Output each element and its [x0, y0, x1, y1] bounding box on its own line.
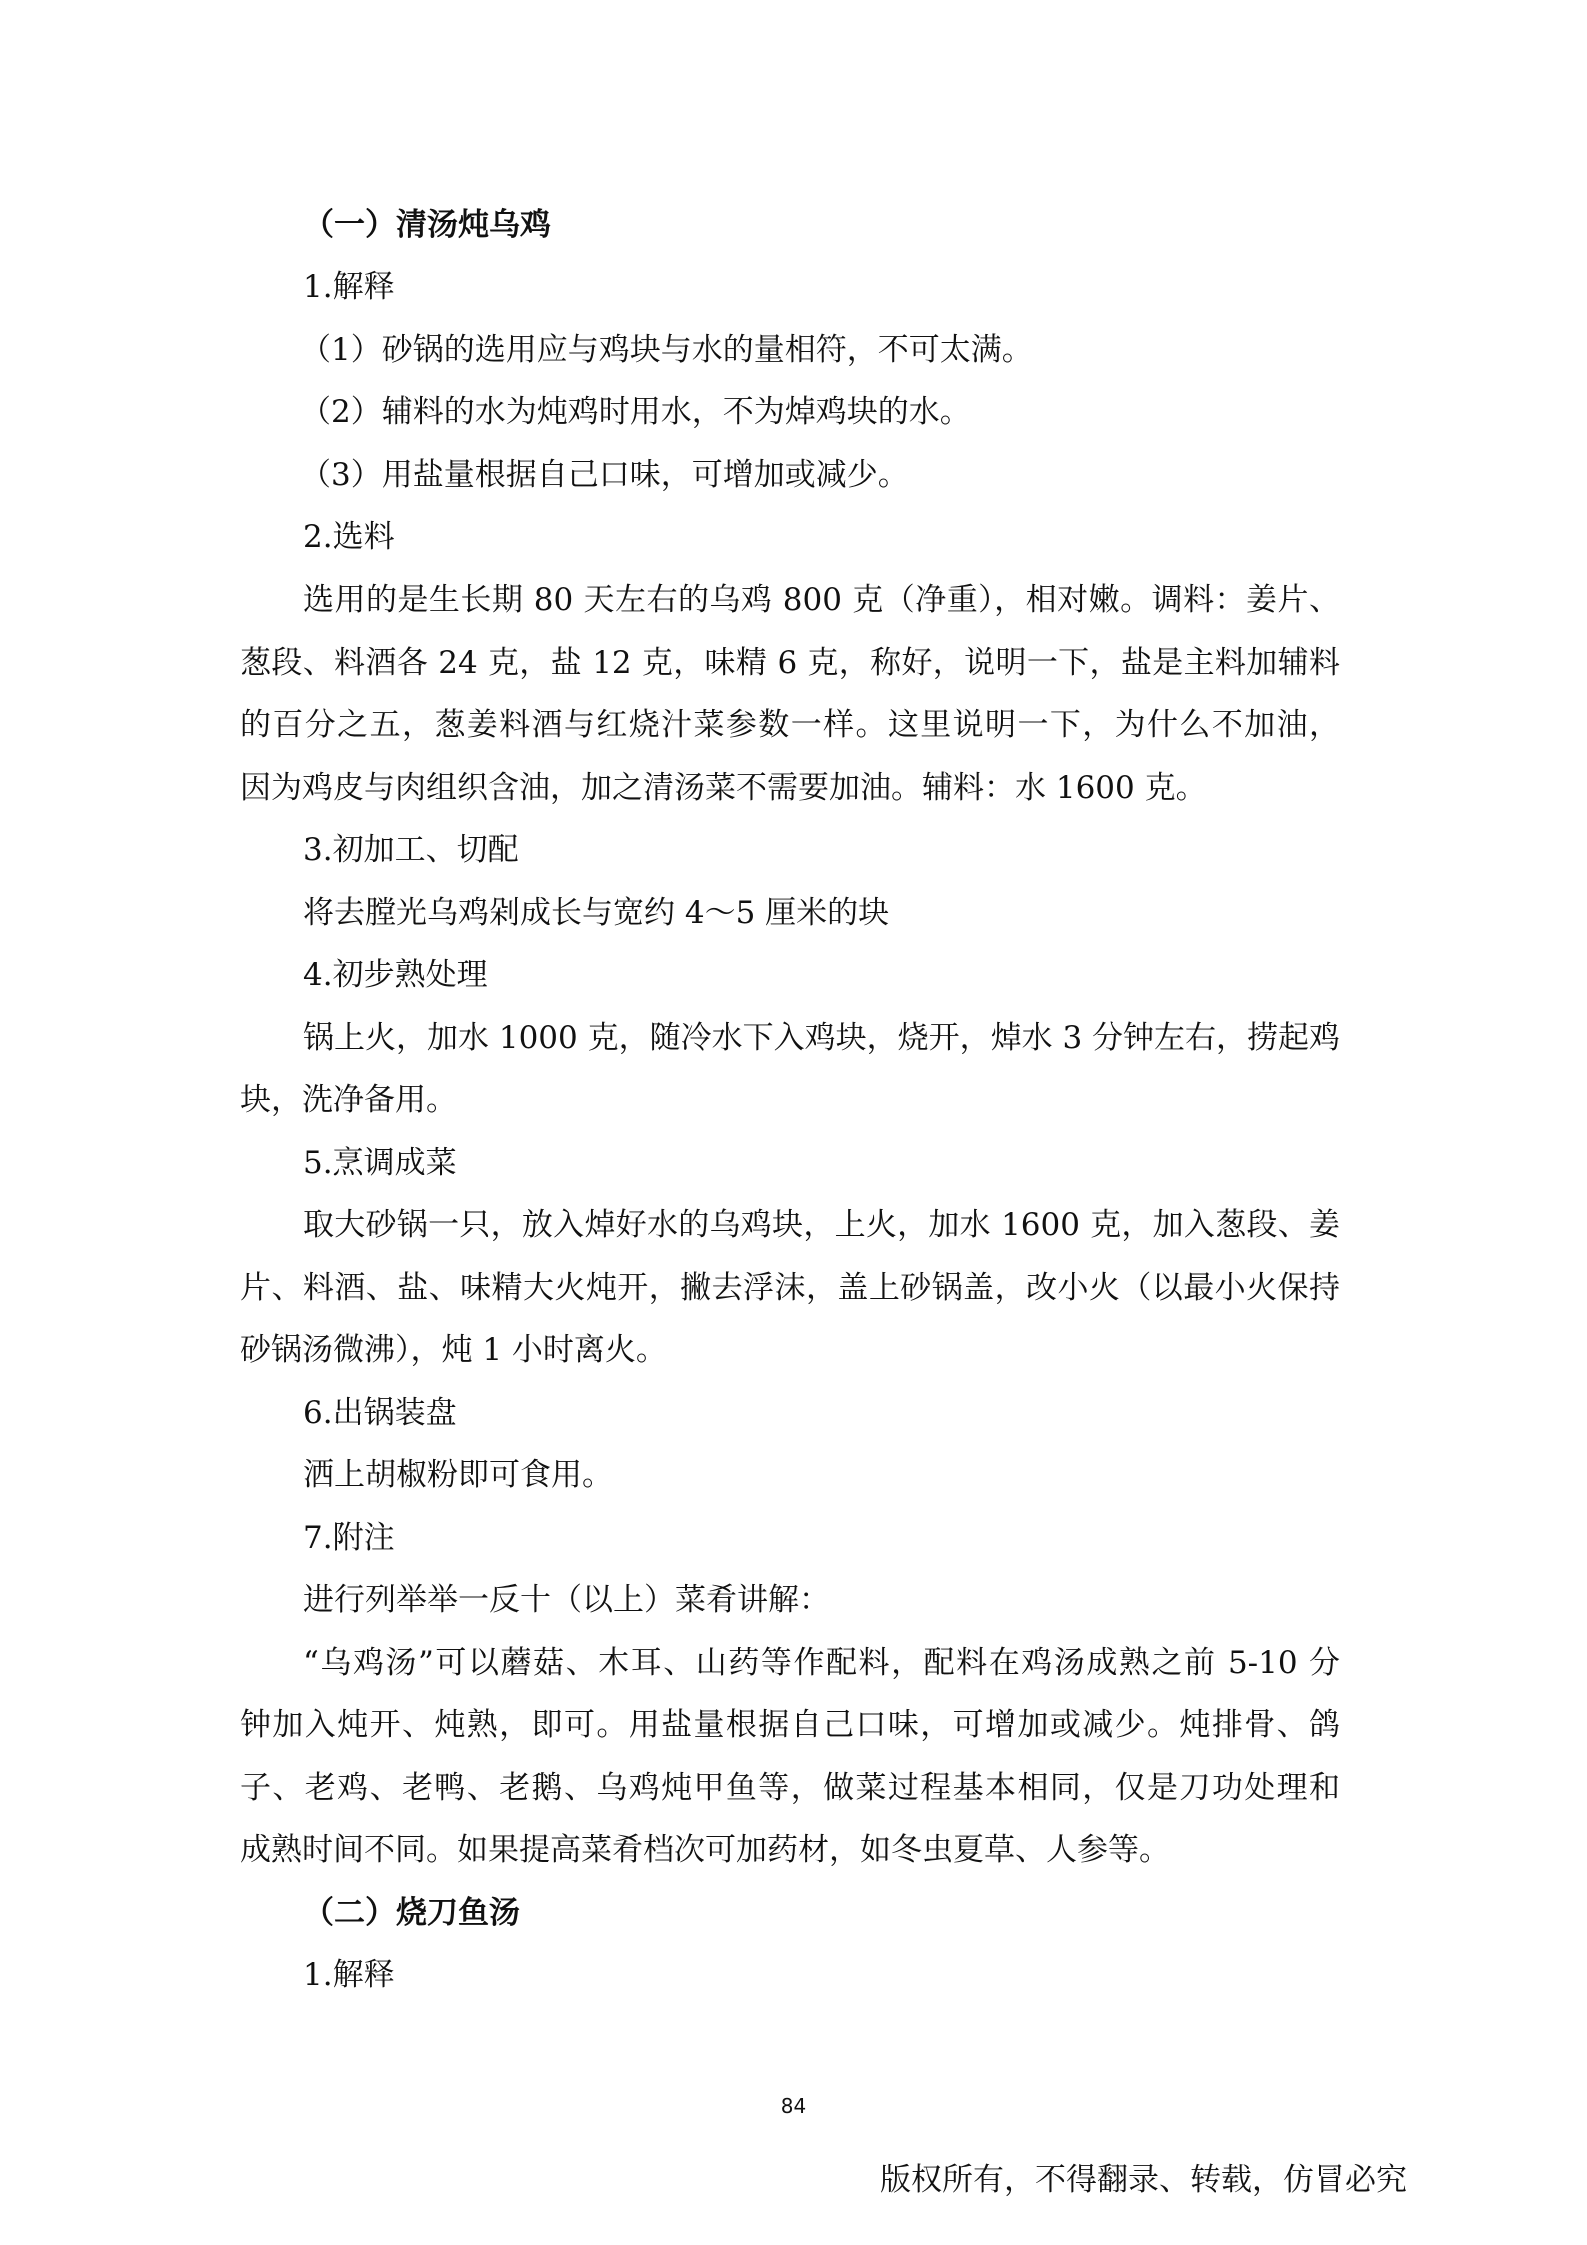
- subsection-title: 1.解释: [303, 269, 395, 305]
- subsection-title: 3.初加工、切配: [303, 832, 519, 868]
- section-heading: （一）清汤炖乌鸡: [303, 207, 551, 243]
- subsection-title: 4.初步熟处理: [303, 957, 488, 993]
- subsection-title: 7.附注: [303, 1520, 395, 1556]
- subsection-title: 1.解释: [303, 1957, 395, 1993]
- paragraph-line: “乌鸡汤”可以蘑菇、木耳、山药等作配料，配料在鸡汤成熟之前 5-10 分: [303, 1645, 1340, 1681]
- copyright-footer: 版权所有，不得翻录、转载，仿冒必究: [880, 2162, 1407, 2198]
- list-item: （1）砂锅的选用应与鸡块与水的量相符，不可太满。: [300, 332, 1033, 368]
- paragraph-line: 将去膛光乌鸡剁成长与宽约 4～5 厘米的块: [303, 895, 890, 931]
- paragraph-line: 钟加入炖开、炖熟，即可。用盐量根据自己口味，可增加或减少。炖排骨、鸽: [240, 1707, 1340, 1743]
- paragraph-line: 选用的是生长期 80 天左右的乌鸡 800 克（净重），相对嫩。调料：姜片、: [303, 582, 1340, 618]
- paragraph-line: 锅上火，加水 1000 克，随冷水下入鸡块，烧开，焯水 3 分钟左右，捞起鸡: [303, 1020, 1341, 1056]
- paragraph-line: 进行列举举一反十（以上）菜肴讲解：: [303, 1582, 830, 1618]
- list-item: （3）用盐量根据自己口味，可增加或减少。: [300, 457, 909, 493]
- paragraph-line: 洒上胡椒粉即可食用。: [303, 1457, 613, 1493]
- paragraph-line: 因为鸡皮与肉组织含油，加之清汤菜不需要加油。辅料：水 1600 克。: [240, 770, 1207, 806]
- subsection-title: 5.烹调成菜: [303, 1145, 457, 1181]
- list-item: （2）辅料的水为炖鸡时用水，不为焯鸡块的水。: [300, 394, 971, 430]
- paragraph-line: 子、老鸡、老鸭、老鹅、乌鸡炖甲鱼等，做菜过程基本相同，仅是刀功处理和: [240, 1770, 1340, 1806]
- paragraph-line: 葱段、料酒各 24 克，盐 12 克，味精 6 克，称好，说明一下，盐是主料加辅料: [240, 645, 1340, 681]
- paragraph-line: 取大砂锅一只，放入焯好水的乌鸡块，上火，加水 1600 克，加入葱段、姜: [303, 1207, 1340, 1243]
- paragraph-line: 块，洗净备用。: [240, 1082, 457, 1118]
- subsection-title: 6.出锅装盘: [303, 1395, 457, 1431]
- subsection-title: 2.选料: [303, 519, 395, 555]
- page-number: 84: [780, 2094, 807, 2118]
- paragraph-line: 成熟时间不同。如果提高菜肴档次可加药材，如冬虫夏草、人参等。: [240, 1832, 1170, 1868]
- paragraph-line: 的百分之五，葱姜料酒与红烧汁菜参数一样。这里说明一下，为什么不加油，: [240, 707, 1340, 743]
- paragraph-line: 砂锅汤微沸），炖 1 小时离火。: [240, 1332, 667, 1368]
- section-heading: （二）烧刀鱼汤: [303, 1895, 520, 1931]
- paragraph-line: 片、料酒、盐、味精大火炖开，撇去浮沫，盖上砂锅盖，改小火（以最小火保持: [240, 1270, 1340, 1306]
